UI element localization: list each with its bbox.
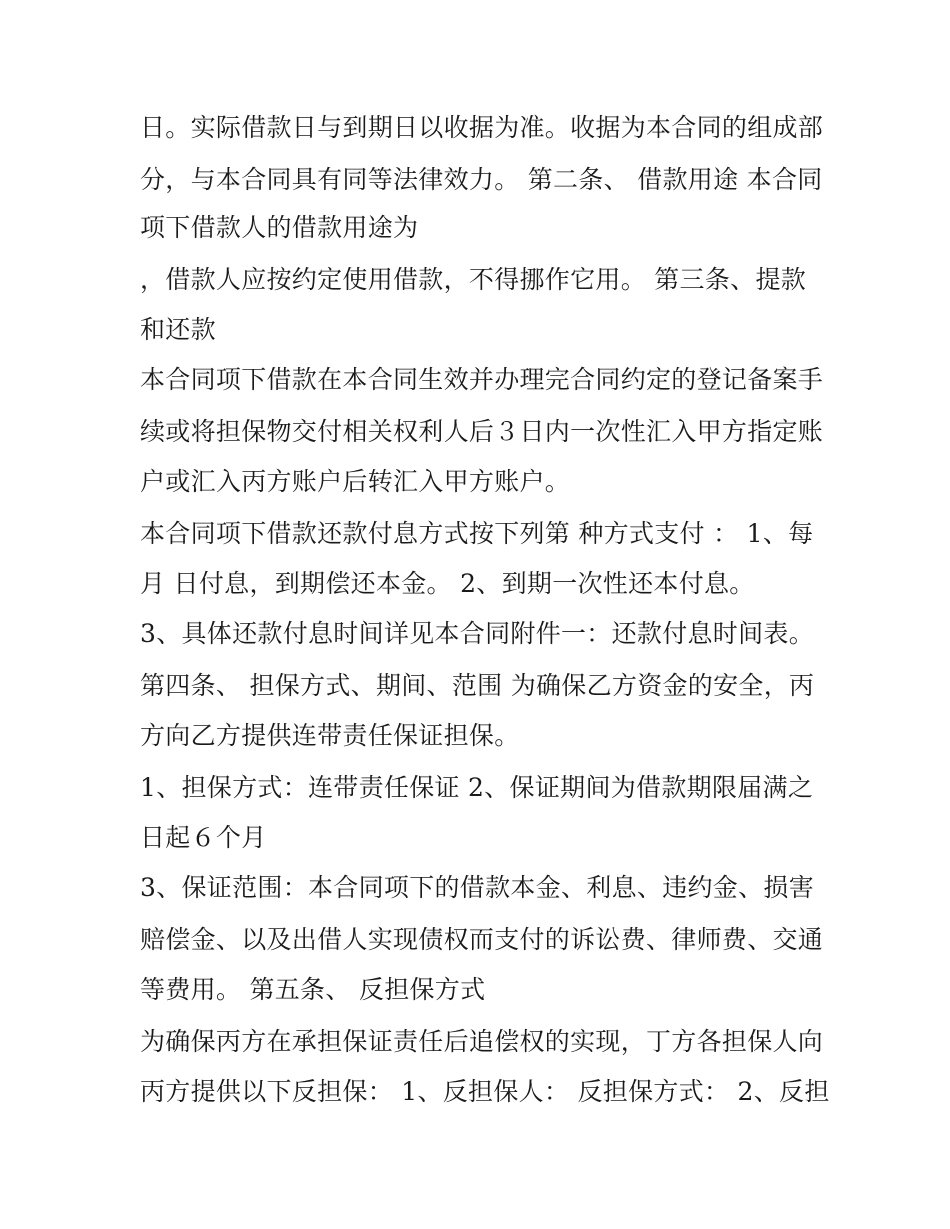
text-line: 1、担保方式：连带责任保证 2、保证期间为借款期限届满之 — [140, 773, 814, 802]
text-line: 本合同项下借款在本合同生效并办理完合同约定的登记备案手 — [140, 365, 824, 394]
text-line: 第四条、 担保方式、期间、范围 为确保乙方资金的安全，丙 — [140, 671, 815, 700]
text-line: 3、保证范围：本合同项下的借款本金、利息、违约金、损害 — [140, 873, 815, 902]
text-line: 和还款 — [140, 315, 216, 344]
text-line: 3、具体还款付息时间详见本合同附件一：还款付息时间表。 — [140, 619, 815, 648]
text-line: 赔偿金、以及出借人实现债权而支付的诉讼费、律师费、交通 — [140, 925, 824, 954]
text-line: 等费用。 第五条、 反担保方式 — [140, 975, 486, 1004]
text-line: 日。实际借款日与到期日以收据为准。收据为本合同的组成部 — [140, 113, 824, 142]
text-line: 为确保丙方在承担保证责任后追偿权的实现，丁方各担保人向 — [140, 1027, 824, 1056]
text-line: 分，与本合同具有同等法律效力。 第二条、 借款用途 本合同 — [140, 165, 823, 194]
text-line: 项下借款人的借款用途为 — [140, 213, 419, 242]
text-line: 方向乙方提供连带责任保证担保。 — [140, 721, 520, 750]
text-line: 续或将担保物交付相关权利人后３日内一次性汇入甲方指定账 — [140, 417, 824, 446]
text-line: 本合同项下借款还款付息方式按下列第 种方式支付 ： 1、每 — [140, 519, 814, 548]
text-line: ，借款人应按约定使用借款，不得挪作它用。 第三条、提款 — [140, 265, 807, 294]
text-line: 日起６个月 — [140, 823, 267, 852]
text-line: 丙方提供以下反担保： 1、反担保人： 反担保方式： 2、反担 — [140, 1077, 830, 1106]
text-line: 月 日付息，到期偿还本金。 2、到期一次性还本付息。 — [140, 569, 755, 598]
text-line: 户或汇入丙方账户后转汇入甲方账户。 — [140, 467, 571, 496]
